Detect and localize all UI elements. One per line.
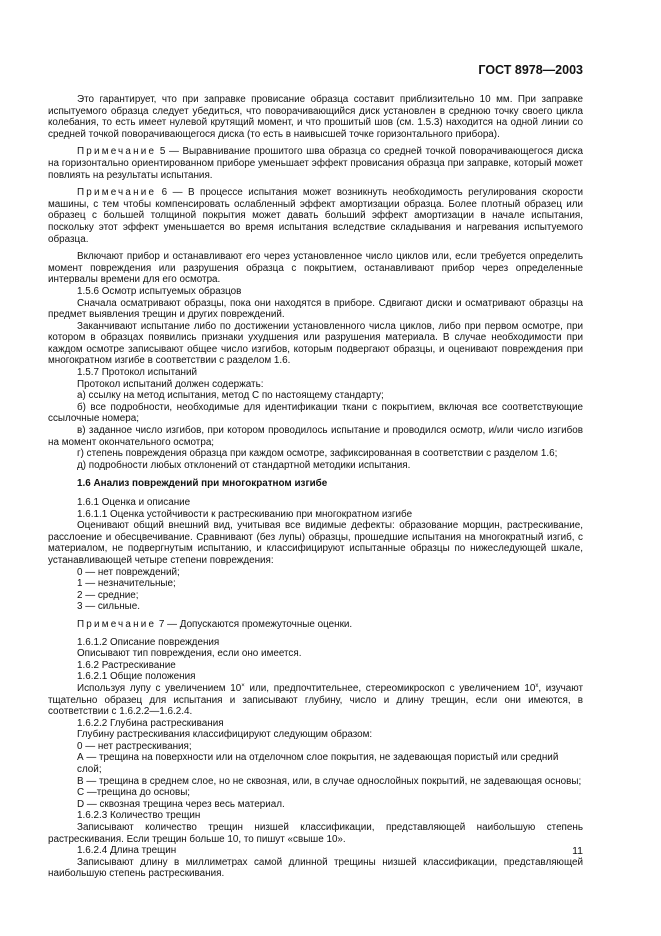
list-item: в) заданное число изгибов, при котором проводилось испытание и проводился осмотр, и/или число изгибов на момент окончательного осмотра; [48,425,583,448]
section-heading-1-6-1-2: 1.6.1.2 Описание повреждения [77,636,220,648]
note-label: Примечание [77,618,157,630]
section-heading-1-6-2-1: 1.6.2.1 Общие положения [77,671,196,683]
list-item: 3 — сильные. [77,601,141,613]
paragraph: Глубину растрескивания классифицируют следующим образом: [77,729,373,741]
list-item: D — сквозная трещина через весь материал. [77,798,285,810]
list-item: А — трещина на поверхности или на отделочном слое покрытия, не задевающая пористый или средний слой; [77,752,559,776]
list-item: а) ссылку на метод испытания, метод С по настоящему стандарту; [77,390,384,402]
page-number: 11 [572,845,583,857]
section-heading-1-6-2: 1.6.2 Растрескивание [77,659,176,671]
list-item: г) степень повреждения образца при каждом осмотре, зафиксированная в соответствии с разделом 1.6; [77,448,558,460]
list-item: В — трещина в среднем слое, но не сквозная, или, в случае однослойных покрытий, не задевающая основы; [77,775,582,787]
note-label: Примечание [77,146,157,158]
list-item: 2 — средние; [77,589,139,601]
section-heading-1-6-2-3: 1.6.2.3 Количество трещин [77,810,201,822]
section-heading-1-6-2-4: 1.6.2.4 Длина трещин [77,845,177,857]
paragraph: Включают прибор и останавливают его через установленное число циклов или, если требуется определить момент повреждения или разрушения образца с покрытием, останавливают прибор через определенные интервалы времени для его осмотра. [48,251,583,286]
paragraph: Записывают количество трещин низшей классификации, представляющей наибольшую степень растрескивания. Если трещин больше 10, то пишут «свыше 10». [48,822,583,845]
note-6: Примечание 6 — В процессе испытания может возникнуть необходимость регулирования скорости машины, с тем чтобы компенсировать ослабленный эффект амортизации образца. Более плотный образец или образец с большей толщиной покрытия может давать больший эффект амортизации в начале испытания, поскольку этот эффект уменьшается во время испытания вследствие складывания и нагревания испытуемого образца. [48,187,583,245]
paragraph: Протокол испытаний должен содержать: [77,378,264,390]
list-item: б) все подробности, необходимые для идентификации ткани с покрытием, включая все соответствующие ссылочные номера; [48,401,583,425]
paragraph: Используя лупу с увеличением 10× или, предпочтительнее, стереомикроскоп с увеличением $10^х$, изучают тщательно образец для испытания и записывают глубину, число и длину трещин, если они имеются, в соответствии с 1.6.2.2—1.6.2.4. [48,682,583,718]
paragraph: Записывают длину в миллиметрах самой длинной трещины низшей классификации, представляющей наибольшую степень растрескивания. [48,856,583,880]
page-body [48,94,583,880]
note-7: Примечание 7 — Допускаются промежуточные оценки. [77,618,353,630]
section-heading-1-5-7: 1.5.7 Протокол испытаний [77,367,197,379]
list-item: д) подробности любых отклонений от стандартной методики испытания. [77,459,411,471]
list-item: 1 — незначительные; [77,578,176,590]
paragraph: Заканчивают испытание либо по достижении установленного числа циклов, либо при первом осмотре, при котором в образцах появились признаки ухудшения или разрушения материала. В случае необходимости при каждом осмотре записывают общее число изгибов, которым подвергают образцы, и оценивают повреждения при многократном изгибе в соответствии с разделом 1.6. [48,320,583,367]
document-header: ГОСТ 8978—2003 [478,63,583,77]
paragraph: Это гарантирует, что при заправке провисание образца составит приблизительно 10 мм. При заправке испытуемого образца следует убедиться, что поворачивающийся диск установлен в среднюю точку своего цикла колебания, то есть имеет нулевой крутящий момент, и что прошитый шов (см. 1.5.3) находится на одной линии со средней точкой поворачивающегося диска (то есть в наивысшей точке горизонтального прибора). [48,94,583,140]
list-item: 0 — нет повреждений; [77,566,180,578]
note-5: Примечание 5 — Выравнивание прошитого шва образца со средней точкой поворачивающегося диска на горизонтально ориентированном приборе уменьшает эффект провисания образца при заправке, который может повлиять на результаты испытания. [48,146,583,181]
paragraph: Описывают тип повреждения, если оно имеется. [77,648,302,660]
section-heading-1-6-1: 1.6.1 Оценка и описание [77,497,191,508]
list-item: 0 — нет растрескивания; [77,740,192,752]
list-item: С —трещина до основы; [77,787,191,799]
paragraph: Сначала осматривают образцы, пока они находятся в приборе. Сдвигают диски и осматривают образцы на предмет выявления трещин и других повреждений. [48,297,583,321]
section-heading-1-6-1-1: 1.6.1.1 Оценка устойчивости к растрескиванию при многократном изгибе [77,508,413,520]
paragraph: Оценивают общий внешний вид, учитывая все видимые дефекты: образование морщин, растрескивание, расслоение и обесцвечивание. Сравнивают (без лупы) образцы, прошедшие испытания на многократный изгиб, с материалом, не подвергнутым испытанию, и классифицируют испытанные образцы по нижеследующей шкале, устанавливающей четыре степени повреждения: [48,520,583,566]
note-label: Примечание [77,187,157,199]
section-heading-1-5-6: 1.5.6 Осмотр испытуемых образцов [77,285,242,297]
section-heading-1-6-2-2: 1.6.2.2 Глубина растрескивания [77,717,224,729]
section-heading-1-6: 1.6 Анализ повреждений при многократном изгибе [77,478,328,490]
